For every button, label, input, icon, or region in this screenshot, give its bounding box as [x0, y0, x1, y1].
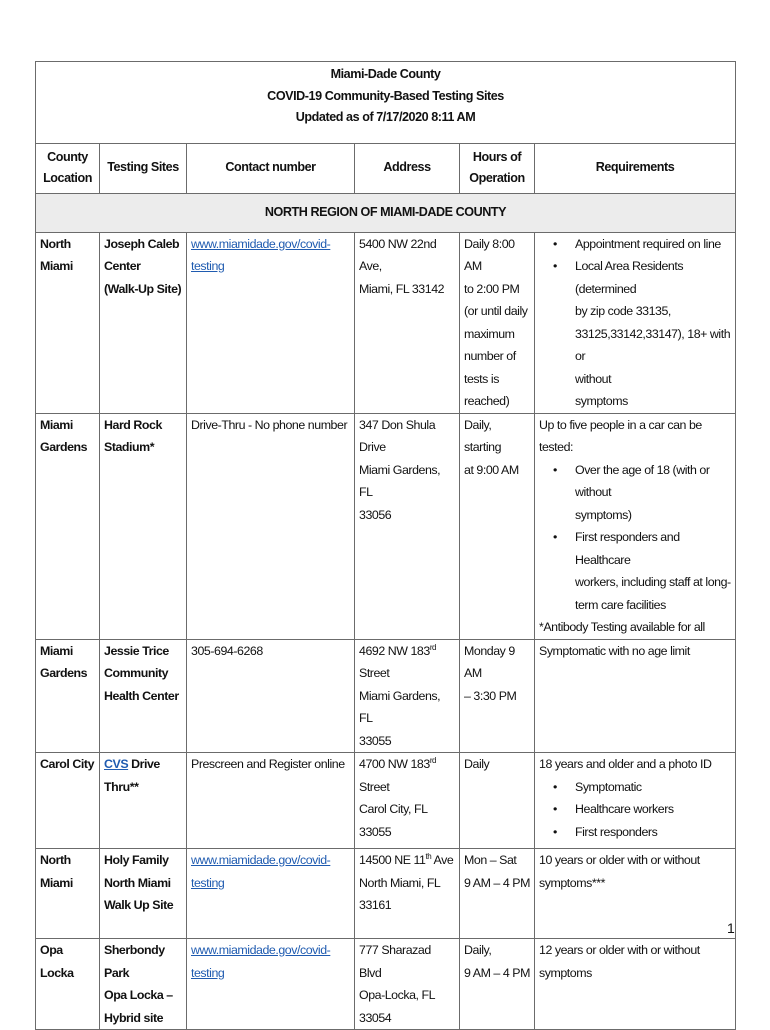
site-line — [104, 753, 182, 776]
hours-line: reached) — [464, 394, 510, 408]
address-cell — [355, 413, 460, 639]
address-text: 4692 NW 183 — [359, 643, 430, 658]
county-line: Gardens — [40, 666, 88, 680]
county-cell — [36, 849, 100, 939]
title-line-1: Miami-Dade County — [330, 67, 441, 81]
county-line: Miami — [40, 417, 73, 432]
hours-line: 9 AM – 4 PM — [464, 965, 530, 980]
address-text: 4700 NW 183 — [359, 757, 430, 771]
county-cell — [36, 753, 100, 849]
cvs-link[interactable]: CVS — [104, 757, 129, 771]
hours-line: Mon – Sat — [464, 853, 517, 867]
list-item-line: term care facilities — [575, 597, 666, 612]
header-requirements: Requirements — [535, 143, 736, 193]
county-cell — [36, 939, 100, 1030]
list-item — [575, 233, 731, 256]
region-row — [36, 193, 736, 232]
hours-line: to 2:00 PM — [464, 281, 520, 296]
site-line: Jessie Trice — [104, 643, 169, 658]
county-line: North — [40, 236, 71, 251]
contact-cell: 305-694-6268 — [187, 639, 355, 753]
list-item-line: • Appointment required on line — [575, 236, 721, 251]
list-item-line: • First responders — [575, 824, 658, 839]
site-line: Holy Family — [104, 853, 169, 867]
list-item-line: • Over the age of 18 (with or without — [575, 462, 710, 499]
address-line — [359, 640, 455, 685]
county-line: North — [40, 853, 71, 867]
address-line: Miami, FL 33142 — [359, 281, 445, 296]
list-item-line: 33125,33142,33147), 18+ with or — [575, 326, 731, 363]
hours-line: Daily — [464, 757, 490, 771]
address-line: Carol City, FL 33055 — [359, 802, 428, 839]
requirements-cell — [535, 413, 736, 639]
hours-cell — [460, 413, 535, 639]
county-cell — [36, 232, 100, 413]
title-line-2: COVID-19 Community-Based Testing Sites — [267, 88, 504, 103]
header-hours — [460, 143, 535, 193]
covid-testing-link[interactable]: www.miamidade.gov/covid-testing — [191, 236, 331, 273]
site-line: North Miami — [104, 875, 171, 890]
header-hours-line-1: Hours of — [472, 149, 522, 164]
antibody-note: *Antibody Testing available for all — [539, 620, 705, 634]
address-line — [359, 849, 455, 872]
table-row — [36, 413, 736, 639]
requirements-line: symptoms — [539, 965, 592, 980]
requirements-cell — [535, 753, 736, 849]
header-address: Address — [355, 143, 460, 193]
contact-cell — [187, 232, 355, 413]
hours-line: Monday 9 AM — [464, 643, 515, 680]
address-text: Street — [359, 666, 390, 680]
hours-cell — [460, 639, 535, 753]
site-cell — [100, 753, 187, 849]
header-contact: Contact number — [187, 143, 355, 193]
address-text: 14500 NE 11 — [359, 853, 426, 867]
site-line: Hybrid site — [104, 1010, 164, 1025]
address-text: Ave — [431, 853, 454, 867]
site-line: Opa Locka – — [104, 988, 173, 1002]
list-item-line: symptoms — [575, 394, 628, 408]
address-text: Street — [359, 779, 390, 794]
county-line: Carol City — [40, 757, 95, 771]
contact-cell: Prescreen and Register online — [187, 753, 355, 849]
site-line: Community — [104, 666, 169, 680]
address-cell — [355, 639, 460, 753]
list-item — [575, 798, 731, 821]
site-line: Thru** — [104, 779, 139, 794]
requirements-cell — [535, 939, 736, 1030]
site-line: Hard Rock — [104, 417, 162, 432]
hours-line: Daily 8:00 AM — [464, 236, 515, 273]
site-line: Health Center — [104, 688, 179, 703]
testing-sites-table — [35, 61, 736, 1030]
site-line: Walk Up Site — [104, 898, 174, 912]
site-line: Center — [104, 259, 141, 273]
table-row — [36, 939, 736, 1030]
list-item-line: • First responders and Healthcare — [575, 530, 680, 567]
table-row — [36, 232, 736, 413]
contact-cell — [187, 939, 355, 1030]
list-item — [575, 255, 731, 413]
county-line: Miami — [40, 259, 73, 273]
hours-line: – 3:30 PM — [464, 688, 517, 703]
requirements-cell: Symptomatic with no age limit — [535, 639, 736, 753]
site-text: Drive — [128, 757, 160, 771]
requirements-list — [539, 233, 731, 413]
requirements-cell — [535, 232, 736, 413]
header-sites: Testing Sites — [100, 143, 187, 193]
site-line: Stadium* — [104, 440, 155, 454]
document-title — [36, 62, 736, 144]
hours-line: (or until daily — [464, 304, 528, 318]
list-item-line: • Symptomatic — [575, 779, 642, 794]
hours-line: at 9:00 AM — [464, 462, 519, 477]
table-row — [36, 849, 736, 939]
title-row — [36, 62, 736, 144]
county-line: Miami — [40, 875, 73, 890]
region-heading: NORTH REGION OF MIAMI-DADE COUNTY — [36, 193, 736, 232]
hours-line: Daily, starting — [464, 417, 502, 454]
site-line: Sherbondy Park — [104, 943, 165, 980]
hours-line: number of — [464, 349, 516, 363]
address-line: 777 Sharazad Blvd — [359, 943, 431, 980]
site-cell — [100, 413, 187, 639]
list-item-line: symptoms) — [575, 507, 632, 522]
address-line: Opa-Locka, FL 33054 — [359, 988, 435, 1025]
hours-cell — [460, 753, 535, 849]
requirements-line: symptoms*** — [539, 875, 605, 890]
contact-cell — [187, 849, 355, 939]
covid-testing-link[interactable]: www.miamidade.gov/covid-testing — [191, 853, 331, 890]
address-line — [359, 753, 455, 798]
address-cell — [355, 753, 460, 849]
document-page — [35, 61, 735, 1030]
address-line: 5400 NW 22nd Ave, — [359, 236, 437, 273]
header-county-line-1: County — [47, 149, 88, 164]
list-item — [575, 459, 731, 527]
covid-testing-link[interactable]: www.miamidade.gov/covid-testing — [191, 943, 331, 980]
header-row — [36, 143, 736, 193]
address-line: Miami Gardens, FL — [359, 688, 441, 725]
address-cell — [355, 849, 460, 939]
list-item-line: • Healthcare workers — [575, 802, 674, 816]
hours-line: tests is — [464, 371, 499, 386]
county-cell — [36, 413, 100, 639]
list-item — [575, 776, 731, 799]
address-line: 33161 — [359, 898, 392, 912]
county-line: Opa Locka — [40, 943, 74, 980]
requirements-intro: 18 years and older and a photo ID — [539, 757, 712, 771]
requirements-list — [539, 776, 731, 844]
list-item-line: • Local Area Residents (determined — [575, 259, 684, 296]
contact-cell: Drive-Thru - No phone number — [187, 413, 355, 639]
ordinal-suffix: th — [425, 851, 432, 861]
requirements-list — [539, 459, 731, 617]
county-line: Gardens — [40, 440, 88, 454]
header-county-line-2: Location — [43, 171, 92, 185]
site-line: (Walk-Up Site) — [104, 281, 182, 296]
hours-cell — [460, 232, 535, 413]
requirements-intro: Up to five people in a car can be tested: — [539, 417, 702, 454]
address-cell — [355, 939, 460, 1030]
requirements-line: 10 years or older with or without — [539, 853, 700, 867]
requirements-line: 12 years or older with or without — [539, 943, 700, 957]
address-line: Miami Gardens, FL — [359, 462, 441, 499]
county-cell — [36, 639, 100, 753]
hours-cell — [460, 939, 535, 1030]
table-row — [36, 639, 736, 753]
table-row — [36, 753, 736, 849]
list-item-line: without — [575, 371, 612, 386]
county-line: Miami — [40, 643, 73, 658]
address-line: 33056 — [359, 507, 392, 522]
list-item — [575, 821, 731, 844]
hours-cell — [460, 849, 535, 939]
site-line: Joseph Caleb — [104, 236, 180, 251]
ordinal-suffix: rd — [429, 642, 437, 652]
address-cell — [355, 232, 460, 413]
site-cell — [100, 639, 187, 753]
header-hours-line-2: Operation — [469, 171, 525, 185]
list-item-line: workers, including staff at long- — [575, 575, 731, 589]
list-item — [575, 526, 731, 616]
site-cell — [100, 939, 187, 1030]
ordinal-suffix: rd — [429, 755, 437, 765]
header-county — [36, 143, 100, 193]
site-cell — [100, 849, 187, 939]
requirements-cell — [535, 849, 736, 939]
site-cell — [100, 232, 187, 413]
address-line: North Miami, FL — [359, 875, 441, 890]
hours-line: 9 AM – 4 PM — [464, 875, 530, 890]
address-line: 33055 — [359, 733, 392, 748]
list-item-line: by zip code 33135, — [575, 304, 671, 318]
title-line-3: Updated as of 7/17/2020 8:11 AM — [295, 110, 476, 124]
address-line: 347 Don Shula Drive — [359, 417, 436, 454]
hours-line: Daily, — [464, 943, 492, 957]
page-number: 1 — [727, 920, 735, 936]
hours-line: maximum — [464, 326, 515, 341]
